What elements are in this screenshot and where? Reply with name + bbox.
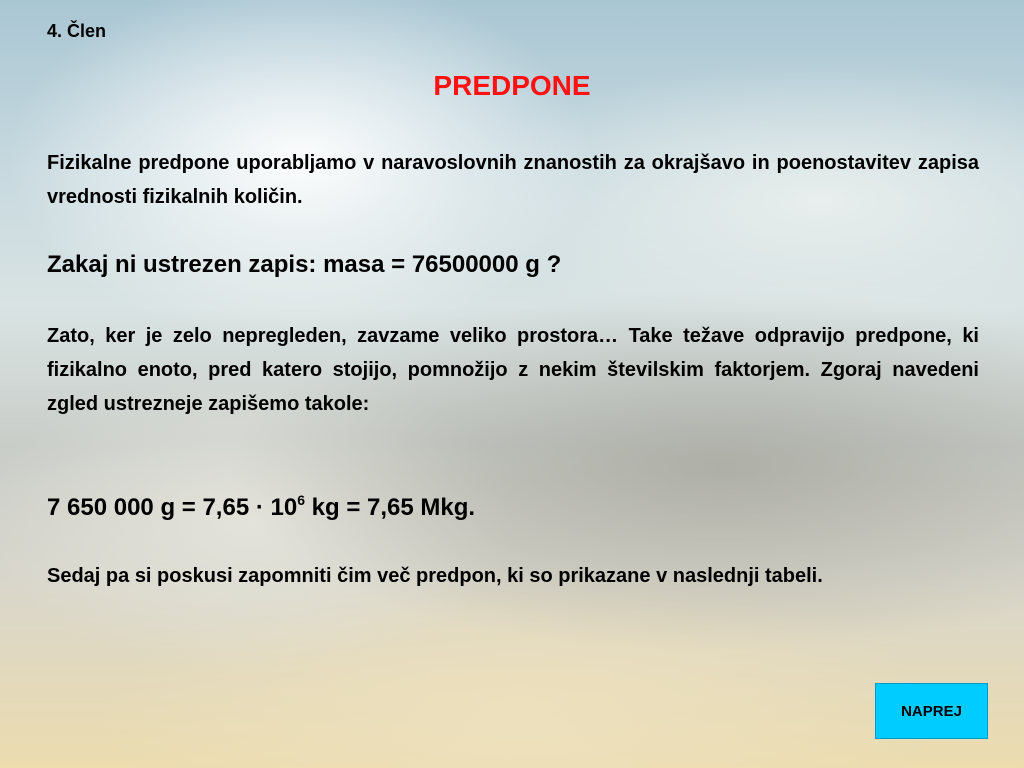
question-text: Zakaj ni ustrezen zapis: masa = 76500000 g ? [47,251,562,278]
chapter-label: 4. Člen [47,21,107,41]
formula-part-2: kg = 7,65 Mkg. [304,494,476,521]
example-formula [47,494,475,522]
intro-paragraph: Fizikalne predpone uporabljamo v naravoslovnih znanostih za okrajšavo in poenostavitev zapisa vrednosti fizikalnih količin. [47,152,979,208]
closing-paragraph: Sedaj pa si poskusi zapomniti čim več predpon, ki so prikazane v naslednji tabeli. [47,565,823,587]
page-title: PREDPONE [433,70,591,101]
explanation-paragraph: Zato, ker je zelo nepregleden, zavzame veliko prostora… Take težave odpravijo predpone, ki fizikalno enoto, pred katero stojijo, pomnožijo z nekim številskim faktorjem. Zgoraj navedeni zgled ustrezneje zapišemo takole: [47,325,979,415]
formula-part-1: 7 650 000 g = 7,65 · 10 [47,494,298,521]
formula-exponent: 6 [297,492,305,508]
next-button[interactable]: NAPREJ [875,683,988,739]
